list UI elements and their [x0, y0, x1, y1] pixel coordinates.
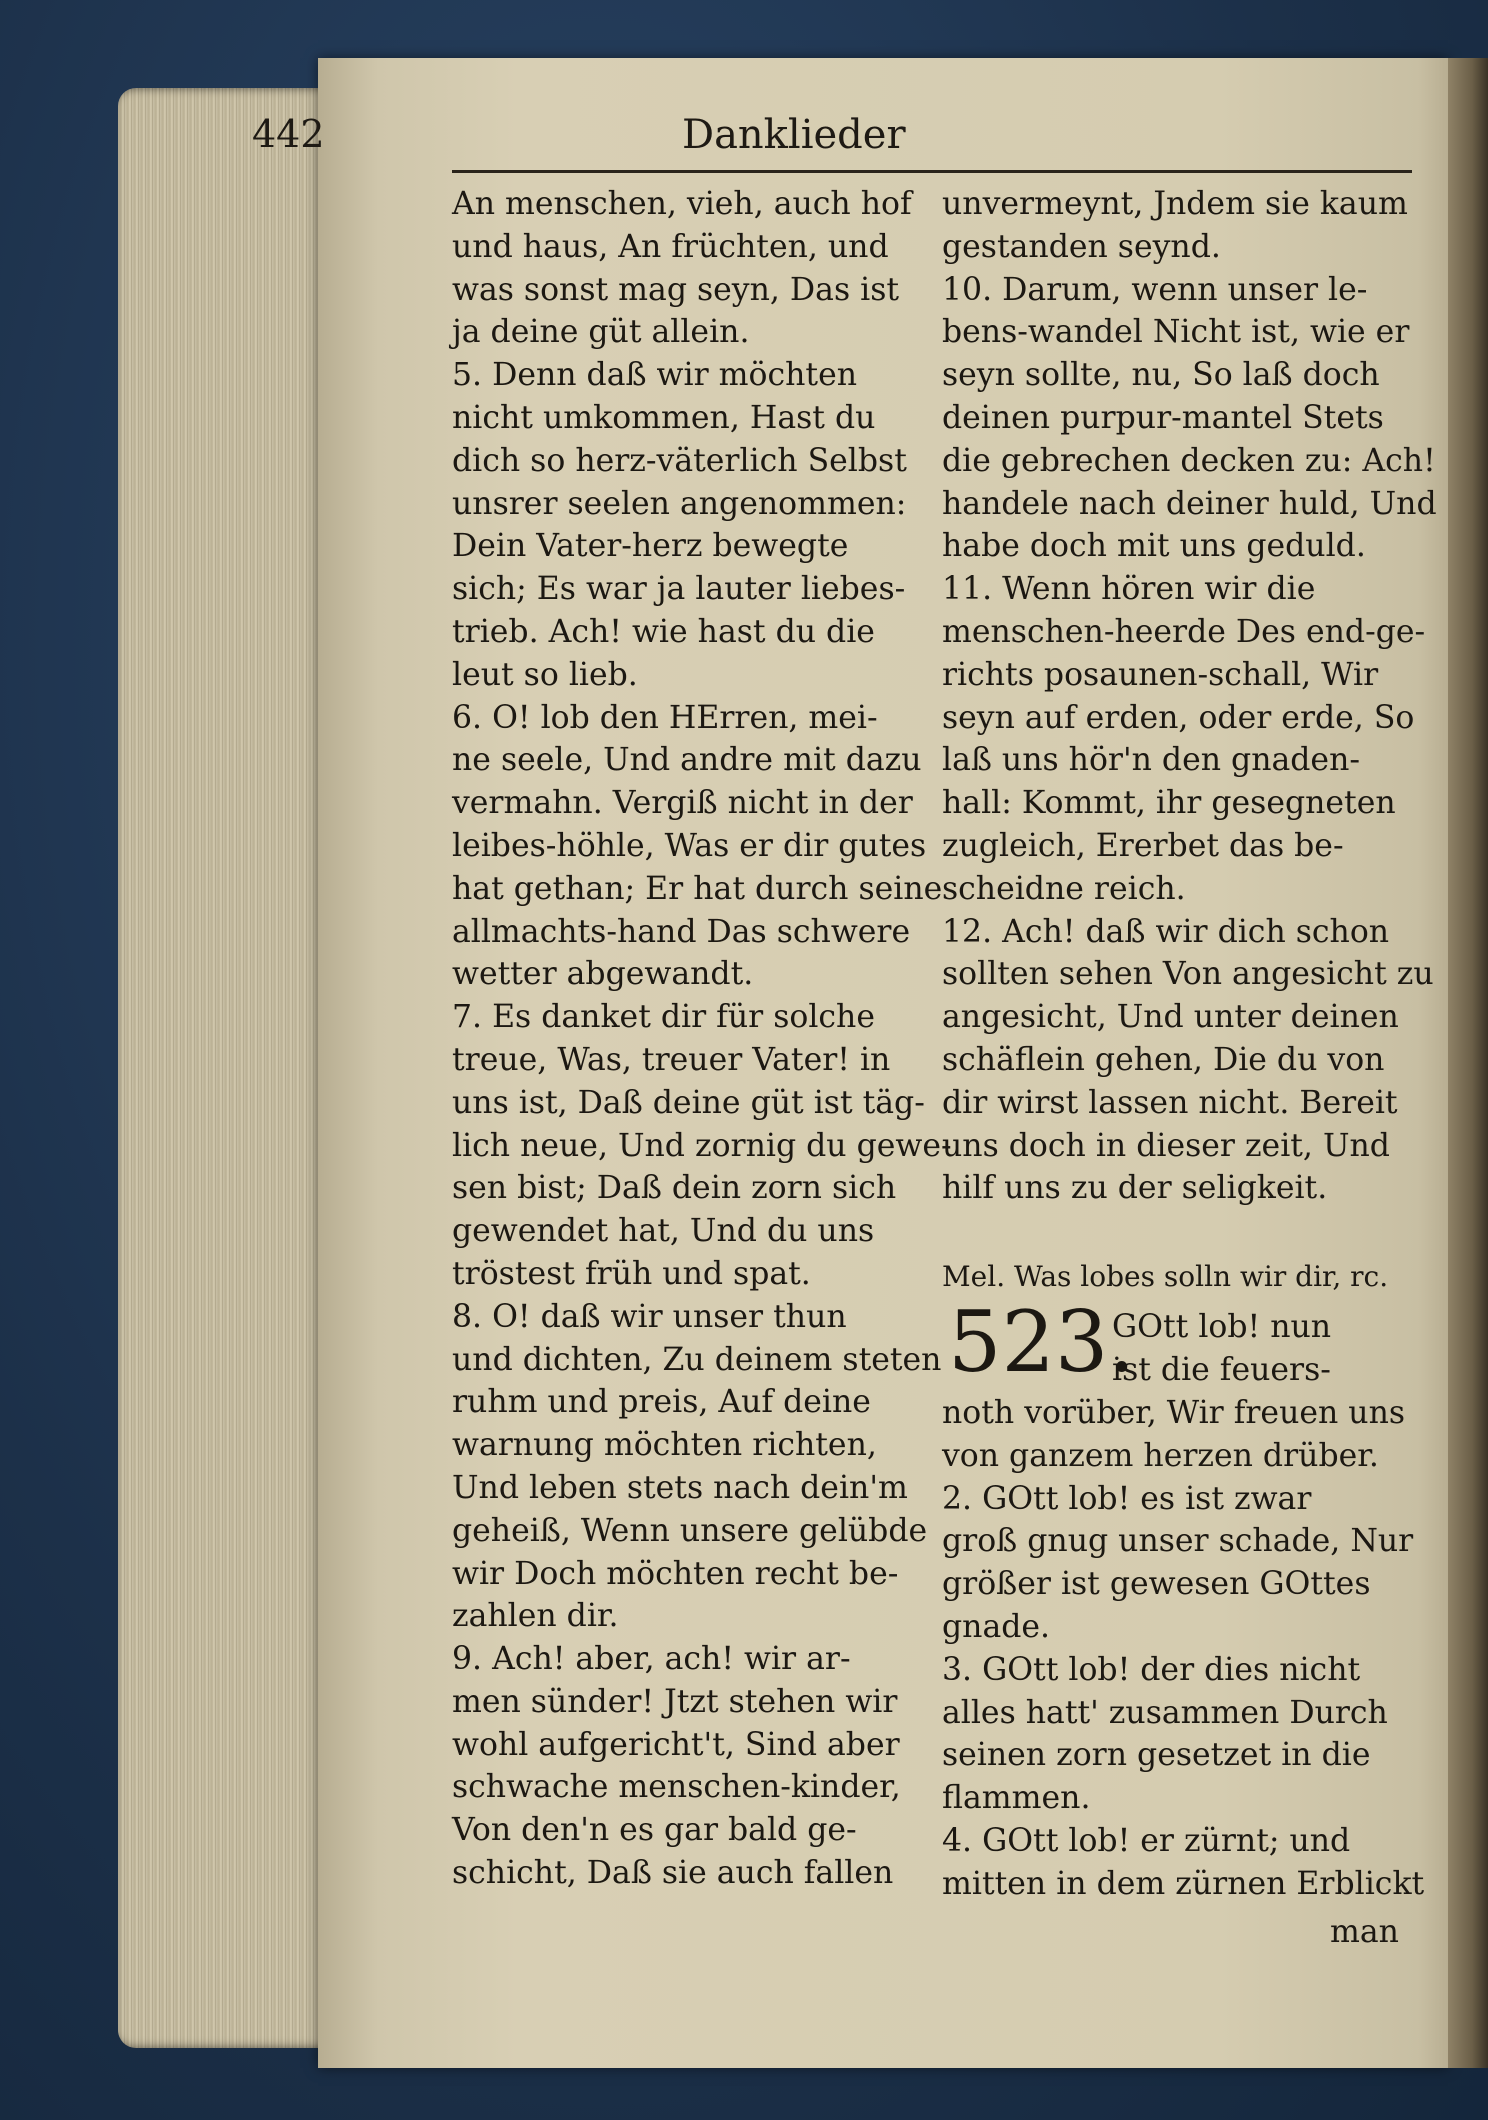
text-line: unvermeynt, Jndem sie kaum — [942, 186, 1408, 222]
text-line: 8. O! daß wir unser thun — [452, 1298, 847, 1335]
text-line: von ganzem herzen drüber. — [942, 1437, 1379, 1474]
text-line: hall: Kommt, ihr gesegneten — [942, 785, 1396, 822]
text-line: wir Doch möchten recht be- — [452, 1555, 899, 1592]
text-line: 4. GOtt lob! er zürnt; und — [942, 1822, 1351, 1859]
text-line: zugleich, Ererbet das be- — [942, 827, 1344, 864]
text-line: 6. O! lob den HErren, mei- — [452, 699, 878, 736]
right-column-bottom — [942, 1392, 1425, 1906]
text-line: handele nach deiner huld, Und — [942, 485, 1437, 522]
text-line: deinen purpur-mantel Stets — [942, 399, 1384, 436]
text-line: sich; Es war ja lauter liebes- — [452, 571, 906, 608]
text-line: allmachts-hand Das schwere — [452, 913, 911, 950]
text-line: schicht, Daß sie auch fallen — [452, 1855, 894, 1892]
text-line: flammen. — [942, 1780, 1091, 1817]
text-line: hat gethan; Er hat durch seine — [452, 870, 943, 907]
text-line: habe doch mit uns geduld. — [942, 528, 1366, 565]
text-line: tröstest früh und spat. — [452, 1255, 811, 1292]
catchword: man — [1330, 1914, 1399, 1950]
text-line: ist die feuers- — [1112, 1351, 1331, 1388]
page-header — [252, 112, 1392, 168]
text-line: warnung möchten richten, — [452, 1427, 877, 1464]
text-line: was sonst mag seyn, Das ist — [452, 271, 900, 308]
hymn-number: 523. — [948, 1293, 1136, 1391]
page-number: 442 — [252, 112, 325, 156]
text-line: ne seele, Und andre mit dazu — [452, 742, 922, 779]
text-line: angesicht, Und unter deinen — [942, 999, 1399, 1036]
text-line: leibes-höhle, Was er dir gutes — [452, 827, 927, 864]
text-line: Von den'n es gar bald ge- — [452, 1812, 857, 1849]
text-line: gestanden seynd. — [942, 228, 1221, 265]
text-line: uns doch in dieser zeit, Und — [942, 1127, 1390, 1164]
text-line: Dein Vater-herz bewegte — [452, 528, 849, 565]
text-line: nicht umkommen, Hast du — [452, 399, 876, 436]
text-line: bens-wandel Nicht ist, wie er — [942, 314, 1410, 351]
text-line: treue, Was, treuer Vater! in — [452, 1041, 891, 1078]
text-line: 12. Ach! daß wir dich schon — [942, 913, 1390, 950]
text-line: und dichten, Zu deinem steten — [452, 1341, 942, 1378]
text-line: 10. Darum, wenn unser le- — [942, 271, 1368, 308]
left-column — [452, 183, 952, 1895]
running-head: Danklieder — [682, 112, 906, 158]
text-line: leut so lieb. — [452, 656, 638, 693]
text-line: größer ist gewesen GOttes — [942, 1566, 1371, 1603]
text-line: hilf uns zu der seligkeit. — [942, 1170, 1328, 1207]
right-column-top — [942, 183, 1437, 1210]
text-line: men sünder! Jtzt stehen wir — [452, 1683, 898, 1720]
text-line: laß uns hör'n den gnaden- — [942, 742, 1361, 779]
text-line: mitten in dem zürnen Erblickt — [942, 1865, 1425, 1902]
text-line: seyn auf erden, oder erde, So — [942, 699, 1415, 736]
text-line: gewendet hat, Und du uns — [452, 1213, 875, 1250]
text-line: lich neue, Und zornig du gewe- — [452, 1127, 952, 1164]
text-line: wetter abgewandt. — [452, 956, 754, 993]
text-line: ja deine güt allein. — [452, 314, 750, 351]
text-line: 3. GOtt lob! der dies nicht — [942, 1651, 1361, 1688]
text-line: und haus, An früchten, und — [452, 228, 889, 265]
text-line: unsrer seelen angenommen: — [452, 485, 907, 522]
text-line: die gebrechen decken zu: Ach! — [942, 442, 1436, 479]
text-line: 2. GOtt lob! es ist zwar — [942, 1480, 1312, 1517]
text-line: An menschen, vieh, auch hof — [452, 186, 912, 222]
text-line: vermahn. Vergiß nicht in der — [452, 785, 913, 822]
text-line: zahlen dir. — [452, 1598, 619, 1635]
facing-page-edge — [1448, 58, 1488, 2068]
page-edges — [118, 88, 348, 2048]
text-line: sen bist; Daß dein zorn sich — [452, 1170, 897, 1207]
text-line: dir wirst lassen nicht. Bereit — [942, 1084, 1398, 1121]
text-line: uns ist, Daß deine güt ist täg- — [452, 1084, 925, 1121]
text-line: seyn sollte, nu, So laß doch — [942, 357, 1380, 394]
hymn-first-lines — [1112, 1306, 1412, 1392]
text-line: groß gnug unser schade, Nur — [942, 1523, 1414, 1560]
text-line: 9. Ach! aber, ach! wir ar- — [452, 1641, 851, 1678]
text-line: sollten sehen Von angesicht zu — [942, 956, 1434, 993]
text-line: 11. Wenn hören wir die — [942, 571, 1316, 608]
text-line: trieb. Ach! wie hast du die — [452, 613, 875, 650]
text-line: schäflein gehen, Die du von — [942, 1041, 1385, 1078]
header-rule — [452, 170, 1412, 173]
melody-line: Mel. Was lobes solln wir dir, rc. — [942, 1260, 1389, 1293]
text-line: gnade. — [942, 1608, 1051, 1645]
text-line: scheidne reich. — [942, 870, 1186, 907]
text-line: dich so herz-väterlich Selbst — [452, 442, 907, 479]
text-line: Und leben stets nach dein'm — [452, 1469, 908, 1506]
text-line: schwache menschen-kinder, — [452, 1769, 901, 1806]
text-line: 5. Denn daß wir möchten — [452, 357, 858, 394]
text-line: ruhm und preis, Auf deine — [452, 1384, 871, 1421]
text-line: alles hatt' zusammen Durch — [942, 1694, 1388, 1731]
text-line: menschen-heerde Des end-ge- — [942, 613, 1426, 650]
text-line: wohl aufgericht't, Sind aber — [452, 1726, 900, 1763]
text-line: noth vorüber, Wir freuen uns — [942, 1395, 1406, 1431]
text-line: geheiß, Wenn unsere gelübde — [452, 1512, 928, 1549]
text-line: seinen zorn gesetzet in die — [942, 1737, 1371, 1774]
text-line: GOtt lob! nun — [1112, 1309, 1332, 1345]
text-line: 7. Es danket dir für solche — [452, 999, 875, 1036]
text-line: richts posaunen-schall, Wir — [942, 656, 1379, 693]
